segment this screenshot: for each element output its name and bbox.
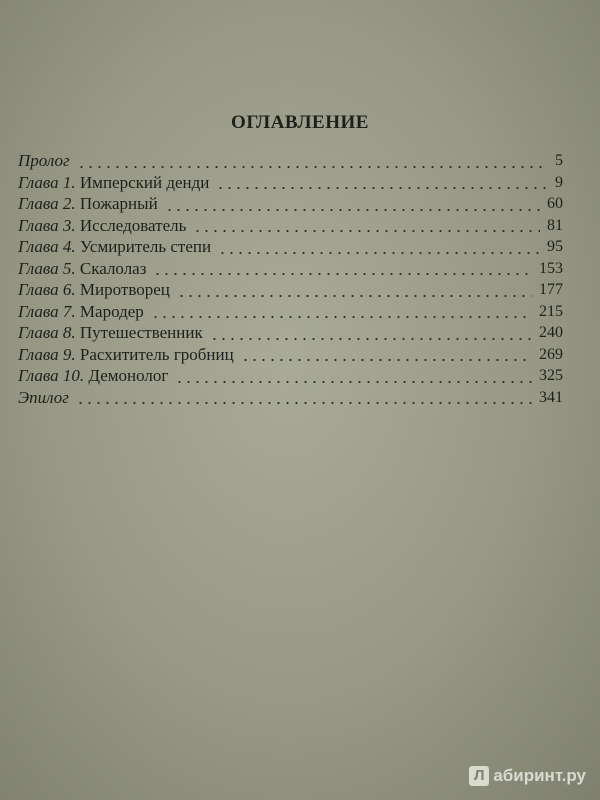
toc-entry <box>18 193 563 215</box>
toc-entry <box>18 301 563 323</box>
toc-entry-label: Глава 4. <box>18 237 76 256</box>
toc-entry-title: Мародер <box>75 301 144 321</box>
toc-entry-label: Глава 10. <box>18 366 85 385</box>
leader-dots <box>210 338 532 340</box>
toc-entry <box>18 172 563 194</box>
toc-entry <box>18 258 563 280</box>
toc-entry-label: Эпилог <box>18 387 69 407</box>
toc-entry-title: Расхититель гробниц <box>75 344 234 364</box>
toc-entry-text <box>18 215 189 236</box>
toc-entry <box>18 365 563 387</box>
page-title: ОГЛАВЛЕНИЕ <box>231 112 369 133</box>
toc-entry-text <box>18 236 214 257</box>
toc-entry-page: 269 <box>539 345 563 363</box>
watermark <box>469 766 586 786</box>
toc-entry <box>18 322 563 344</box>
leader-dots <box>165 209 540 211</box>
table-of-contents <box>18 150 563 408</box>
toc-entry-text <box>18 258 149 279</box>
toc-entry-label: Глава 7. <box>18 301 76 321</box>
toc-entry-page: 5 <box>555 152 563 169</box>
toc-entry-text <box>18 150 73 171</box>
leader-dots <box>153 273 532 275</box>
toc-entry-title: Путешественник <box>75 323 203 342</box>
leader-dots <box>241 359 532 361</box>
leader-dots <box>76 402 532 404</box>
toc-entry-label: Глава 2. <box>18 194 76 213</box>
toc-entry-label: Пролог <box>18 151 70 170</box>
leader-dots <box>175 381 532 383</box>
labirint-logo-icon: Л <box>469 766 489 786</box>
toc-entry <box>18 387 563 409</box>
toc-entry-label: Глава 1. <box>18 172 76 192</box>
toc-entry-page: 341 <box>539 388 563 406</box>
toc-entry-title: Скалолаз <box>75 258 147 278</box>
toc-entry-label: Глава 5. <box>18 258 76 278</box>
toc-entry-page: 215 <box>539 302 563 320</box>
toc-entry-text <box>18 365 171 386</box>
toc-entry-page: 325 <box>539 367 563 384</box>
toc-entry <box>18 236 563 258</box>
toc-entry-page: 95 <box>547 238 563 255</box>
watermark-text: абиринт.ру <box>493 766 586 785</box>
toc-entry-text <box>18 387 72 408</box>
toc-entry-page: 9 <box>555 173 563 191</box>
toc-entry-label: Глава 9. <box>18 344 76 364</box>
toc-entry-text <box>18 301 147 322</box>
leader-dots <box>216 187 548 189</box>
toc-entry-title: Демонолог <box>84 366 169 385</box>
toc-entry <box>18 279 563 301</box>
toc-entry-page: 81 <box>547 216 563 234</box>
leader-dots <box>177 295 532 297</box>
toc-entry-title: Усмиритель степи <box>75 237 212 256</box>
toc-entry-label: Глава 3. <box>18 215 76 235</box>
toc-entry <box>18 344 563 366</box>
toc-entry-page: 153 <box>539 259 563 277</box>
toc-entry-text <box>18 172 212 193</box>
toc-entry-text <box>18 322 206 343</box>
leader-dots <box>193 230 540 232</box>
toc-entry <box>18 215 563 237</box>
toc-entry-text <box>18 344 237 365</box>
toc-entry-title: Исследователь <box>75 215 187 235</box>
leader-dots <box>151 316 532 318</box>
toc-entry-page: 177 <box>539 281 563 298</box>
toc-entry-title: Имперский денди <box>75 172 210 192</box>
toc-entry-text <box>18 279 173 300</box>
toc-entry <box>18 150 563 172</box>
leader-dots <box>218 252 540 254</box>
toc-entry-label: Глава 6. <box>18 280 76 299</box>
toc-entry-page: 60 <box>547 195 563 212</box>
leader-dots <box>77 166 548 168</box>
toc-entry-title: Миротворец <box>75 280 170 299</box>
toc-entry-label: Глава 8. <box>18 323 76 342</box>
toc-entry-title: Пожарный <box>75 194 158 213</box>
toc-entry-text <box>18 193 161 214</box>
toc-entry-page: 240 <box>539 324 563 341</box>
